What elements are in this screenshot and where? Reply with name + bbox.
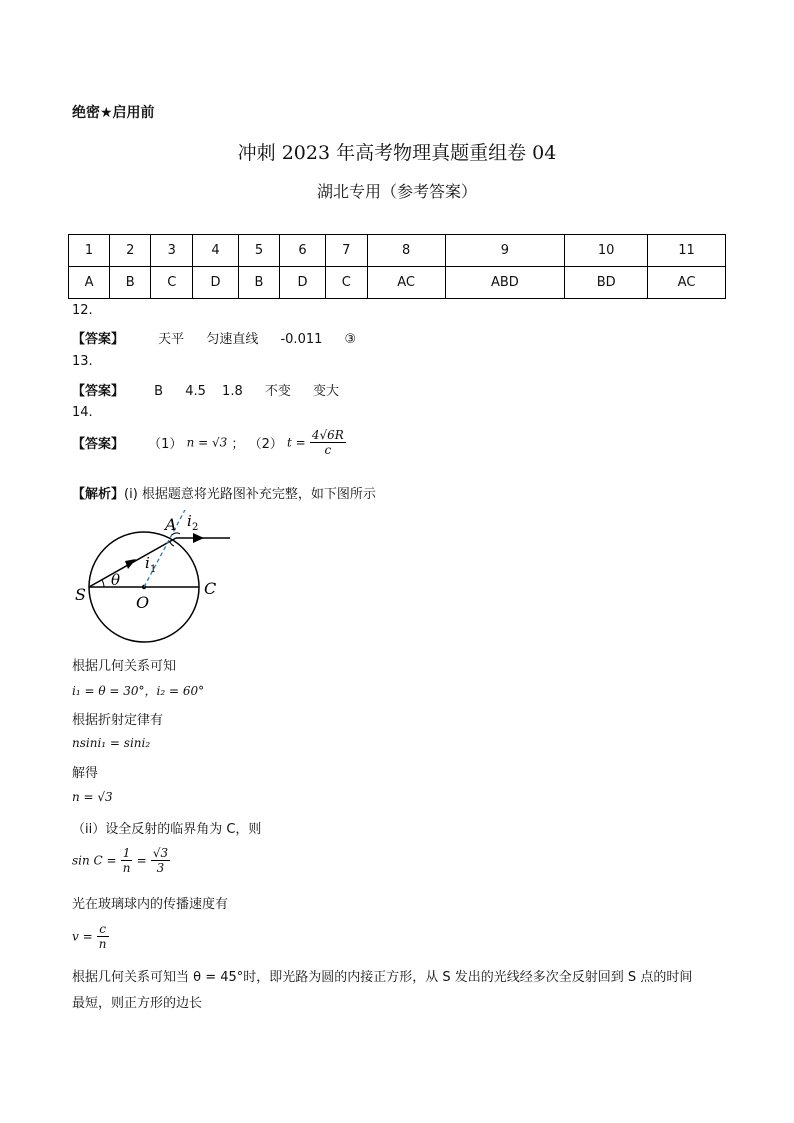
fraction-numerator: √3 [152, 846, 169, 860]
label-C: C [204, 579, 217, 598]
answer-item: -0.011 [280, 332, 323, 347]
label-S: S [75, 585, 86, 604]
q13-answer-line [72, 380, 357, 399]
fraction-numerator: 1 [121, 846, 133, 861]
angles-equation: i₁ = θ = 30°，i₂ = 60° [72, 684, 205, 698]
part2-prefix: （2） [248, 437, 283, 452]
theta-arc [102, 580, 104, 587]
separator: ； [231, 437, 245, 452]
fraction-numerator: 4√6R [311, 428, 344, 442]
answer-label: 【答案】 [72, 437, 125, 452]
exit-ray-arrow-icon [193, 533, 204, 543]
answer-item: 匀速直线 [206, 332, 259, 347]
v-lhs: v = [72, 929, 93, 944]
refraction-equation: nsini₁ = sini₂ [72, 736, 151, 750]
answer-cell: ABD [445, 267, 565, 299]
q14-number: 14. [72, 405, 93, 420]
sinC-equation [72, 846, 170, 875]
answer-cell: C [325, 267, 367, 299]
question-number-cell: 8 [367, 235, 445, 267]
final-text-line-2: 最短，则正方形的边长 [72, 996, 203, 1011]
sinC-equals: = [136, 853, 147, 868]
solve-equation: n = √3 [72, 790, 113, 804]
answer-cell: B [238, 267, 279, 299]
label-i1: i [145, 554, 150, 572]
answer-cell: D [280, 267, 326, 299]
v-fraction [97, 922, 109, 951]
answer-item: 1.8 [222, 384, 243, 399]
fraction-denominator: n [98, 937, 107, 951]
question-number-cell: 6 [280, 235, 326, 267]
question-number-cell: 7 [325, 235, 367, 267]
label-O: O [136, 593, 150, 612]
answer-label: 【答案】 [72, 332, 125, 347]
part-ii-text: （ii）设全反射的临界角为 C，则 [72, 822, 262, 837]
analysis-intro-line [72, 483, 376, 502]
label-theta: θ [111, 571, 121, 589]
analysis-label: 【解析】 [72, 487, 125, 502]
part1-expression: n = √3 [186, 435, 228, 450]
answer-item: B [154, 384, 164, 399]
fraction-denominator: 3 [156, 861, 165, 875]
label-i2-subscript: 2 [192, 522, 199, 533]
answer-cell: BD [565, 267, 648, 299]
fraction-numerator: c [97, 922, 109, 937]
answer-table-numbers-row [69, 235, 726, 267]
part2-fraction [310, 428, 346, 457]
answer-cell: A [69, 267, 110, 299]
question-number-cell: 10 [565, 235, 648, 267]
question-number-cell: 11 [648, 235, 726, 267]
question-number-cell: 3 [151, 235, 193, 267]
answer-cell: D [193, 267, 239, 299]
q14-answer-line [72, 428, 346, 457]
secret-label: 绝密★启用前 [72, 105, 155, 121]
speed-equation [72, 922, 109, 951]
final-text-line-1: 根据几何关系可知当 θ = 45°时，即光路为圆的内接正方形，从 S 发出的光线经多次全反射回到 S 点的时间 [72, 970, 693, 985]
refraction-text: 根据折射定律有 [72, 713, 164, 728]
page-title: 冲刺 2023 年高考物理真题重组卷 04 [237, 142, 557, 164]
answer-table-answers-row [69, 267, 726, 299]
solve-text: 解得 [72, 766, 99, 781]
part2-lhs: t = [287, 435, 306, 450]
sinC-fraction-1 [121, 846, 133, 875]
answer-cell: C [151, 267, 193, 299]
question-number-cell: 5 [238, 235, 279, 267]
question-number-cell: 9 [445, 235, 565, 267]
page-subtitle: 湖北专用（参考答案） [316, 182, 477, 201]
i1-arc [170, 542, 174, 546]
fraction-denominator: c [324, 443, 332, 457]
geometry-text: 根据几何关系可知 [72, 659, 177, 674]
q12-answer-line [72, 328, 374, 347]
ray-arrow-icon [125, 559, 136, 569]
part1-prefix: （1） [148, 437, 183, 452]
answer-label: 【答案】 [72, 384, 125, 399]
answer-item: 变大 [313, 384, 340, 399]
answer-item: 4.5 [185, 384, 206, 399]
label-A: A [165, 515, 177, 534]
answer-item: 天平 [158, 332, 185, 347]
fraction-denominator: n [122, 861, 131, 875]
answer-item: ③ [344, 332, 357, 347]
answer-cell: B [110, 267, 151, 299]
analysis-intro: (i) 根据题意将光路图补充完整，如下图所示 [124, 487, 376, 502]
question-number-cell: 2 [110, 235, 151, 267]
question-number-cell: 1 [69, 235, 110, 267]
q12-number: 12. [72, 303, 93, 318]
speed-text: 光在玻璃球内的传播速度有 [72, 897, 229, 912]
label-i1-subscript: 1 [150, 564, 157, 575]
answer-cell: AC [648, 267, 726, 299]
sinC-lhs: sin C = [72, 853, 117, 868]
sinC-fraction-2 [151, 846, 170, 875]
q13-number: 13. [72, 354, 93, 369]
answer-table [68, 234, 726, 299]
optical-path-figure [70, 510, 250, 650]
question-number-cell: 4 [193, 235, 239, 267]
label-i2: i [187, 512, 192, 530]
answer-cell: AC [367, 267, 445, 299]
answer-item: 不变 [264, 384, 291, 399]
